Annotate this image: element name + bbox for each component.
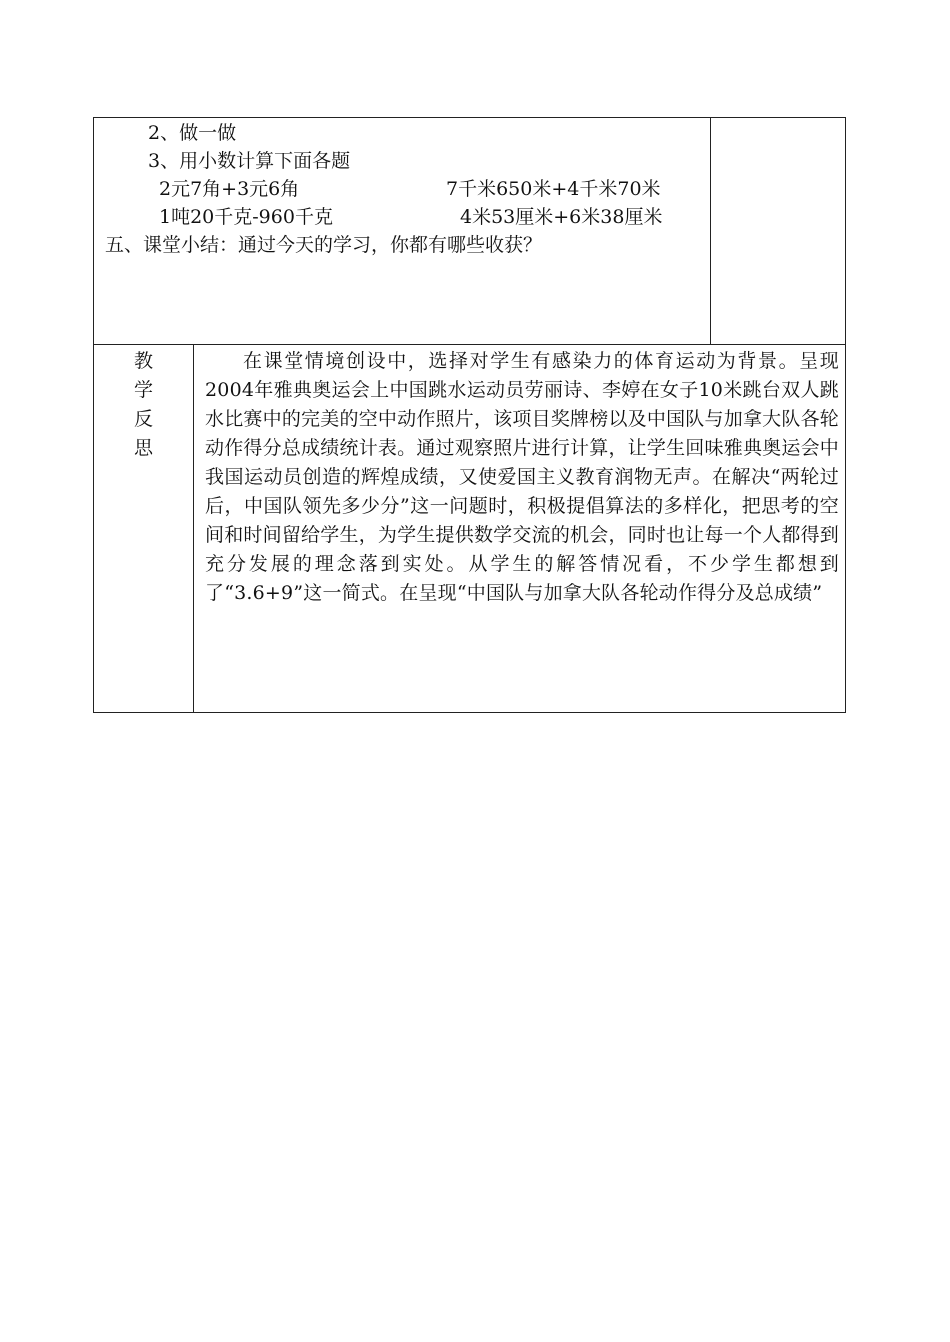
step-do-it: 2、做一做 (148, 122, 237, 144)
reflection-text: 在课堂情境创设中，选择对学生有感染力的体育运动为背景。呈现2004年雅典奥运会上中国跳水运动员劳丽诗、李婷在女子10米跳台双人跳水比赛中的完美的空中动作照片，该项目奖牌榜以及中国队与加拿大队各轮动作得分总成绩统计表。通过观察照片进行计算，让学生回味雅典奥运会中我国运动员创造的辉煌成绩，又使爱国主义教育润物无声。在解决“两轮过后，中国队领先多少分”这一问题时，积极提倡算法的多样化，把思考的空间和时间留给学生，为学生提供数学交流的机会，同时也让每一个人都得到充分发展的理念落到实处。从学生的解答情况看，不少学生都想到了“3.6+9”这一简式。在呈现“中国队与加拿大队各轮动作得分及总成绩” (205, 350, 839, 604)
reflection-label-char: 思 (133, 437, 153, 459)
column-divider (193, 345, 194, 712)
class-summary: 五、课堂小结：通过今天的学习，你都有哪些收获？ (105, 234, 543, 256)
reflection-label-char: 教 (133, 350, 153, 372)
reflection-label-char: 反 (133, 408, 153, 430)
step-calculate: 3、用小数计算下面各题 (148, 150, 351, 172)
reflection-label-char: 学 (133, 379, 153, 401)
reflection-label (94, 347, 193, 463)
exercise-4: 4米53厘米+6米38厘米 (460, 206, 663, 228)
lesson-table-reflection (93, 344, 846, 713)
column-divider (710, 118, 711, 344)
lesson-table-top (93, 117, 846, 345)
exercise-3: 1吨20千克-960千克 (159, 206, 333, 228)
exercise-1: 2元7角+3元6角 (159, 178, 300, 200)
exercise-2: 7千米650米+4千米70米 (446, 178, 661, 200)
